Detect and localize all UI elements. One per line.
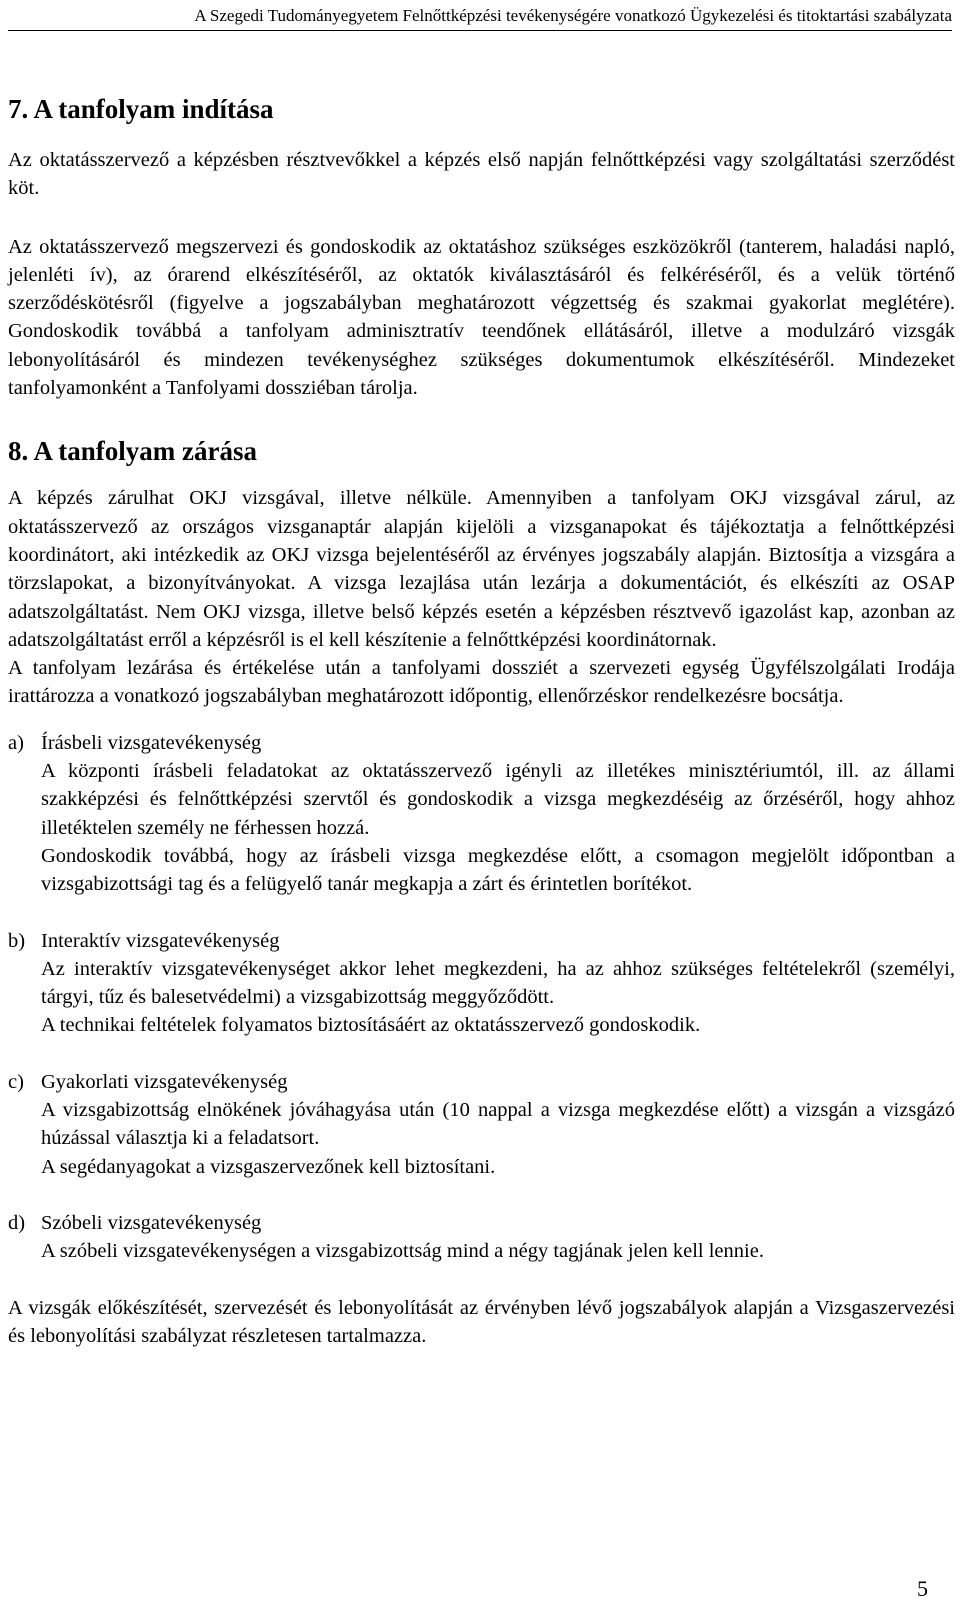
section-8-paragraph-1: A képzés zárulhat OKJ vizsgával, illetve nélküle. Amennyiben a tanfolyam OKJ vizsgával zárul, az oktatásszervező az országos vizsganaptár alapján kijelöli a vizsganapokat és tájékoztatja a felnőttképzési koordinátort, aki intézkedik az OKJ vizsga bejelentéséről az érvényes jogszabály alapján. Biztosítja a vizsgára a törzslapokat, a bizonyítványokat. A vizsga lezajlása után lezárja a dokumentációt, és elkészíti az OSAP adatszolgáltatást. Nem OKJ vizsga, illetve belső képzés esetén a képzésben résztvevő igazolást kap, azonban az adatszolgáltatást erről a képzésről is el kell készítenie a felnőttképzési koordinátornak. — [8, 487, 955, 651]
list-item-letter: a) — [8, 731, 24, 754]
list-item-practical-exam — [8, 1068, 955, 1181]
page-number: 5 — [917, 1576, 928, 1601]
list-item-title: Gyakorlati vizsgatevékenység — [41, 1070, 288, 1093]
section-7-heading: 7. A tanfolyam indítása — [8, 94, 274, 124]
list-item-paragraph: A központi írásbeli feladatokat az oktatásszervező igényli az illetékes minisztériumtól, ill. az állami szakképzési és felnőttképzési szervtől és gondoskodik a vizsga megkezdéséig az őrzéséről, hogy ahhoz illetéktelen személy ne férhessen hozzá. — [41, 760, 955, 839]
list-item-title: Írásbeli vizsgatevékenység — [41, 731, 262, 754]
list-item-letter: d) — [8, 1211, 26, 1234]
section-7-paragraph-1: Az oktatásszervező a képzésben résztvevőkkel a képzés első napján felnőttképzési vagy szolgáltatási szerződést köt. — [8, 149, 955, 200]
section-8-heading: 8. A tanfolyam zárása — [8, 436, 257, 467]
closing-paragraph: A vizsgák előkészítését, szervezését és lebonyolítását az érvényben lévő jogszabályok alapján a Vizsgaszervezési és lebonyolítási szabályzat részletesen tartalmazza. — [8, 1296, 955, 1347]
list-item-letter: b) — [8, 929, 26, 952]
section-8-paragraph-2: A tanfolyam lezárása és értékelése után a tanfolyami dossziét a szervezeti egység Ügyfélszolgálati Irodája irattározza a vonatkozó jogszabályban meghatározott időpontig, ellenőrzéskor rendelkezésre bocsátja. — [8, 657, 955, 708]
list-item-paragraph: A szóbeli vizsgatevékenységen a vizsgabizottság mind a négy tagjának jelen kell lennie. — [41, 1240, 764, 1263]
page-content — [8, 92, 955, 1350]
section-7-paragraph-2: Az oktatásszervező megszervezi és gondoskodik az oktatáshoz szükséges eszközökről (tanterem, haladási napló, jelenléti ív), az órarend elkészítéséről, az oktatók kiválasztásáról és felkéréséről, és a velük történő szerződéskötésről (figyelve a jogszabályban meghatározott végzettség és szakmai gyakorlat meglétére). Gondoskodik továbbá a tanfolyam adminisztratív teendőnek ellátásáról, illetve a modulzáró vizsgák lebonyolításáról és mindezen tevékenységhez szükséges dokumentumok elkészítéséről. Mindezeket tanfolyamonként a Tanfolyami dossziéban tárolja. — [8, 235, 955, 400]
list-item-written-exam — [8, 729, 955, 899]
list-item-paragraph: Az interaktív vizsgatevékenységet akkor lehet megkezdeni, ha az ahhoz szükséges feltételekről (személyi, tárgyi, tűz és balesetvédelmi) a vizsgabizottság meggyőződött. — [41, 957, 955, 1009]
list-item-paragraph: Gondoskodik továbbá, hogy az írásbeli vizsga megkezdése előtt, a csomagon megjelölt időpontban a vizsgabizottsági tag és a felügyelő tanár megkapja a zárt és érintetlen borítékot. — [41, 844, 955, 896]
list-item-oral-exam — [8, 1209, 955, 1266]
list-item-title: Interaktív vizsgatevékenység — [41, 929, 280, 952]
exam-activity-list — [8, 729, 955, 1266]
list-item-letter: c) — [8, 1070, 24, 1093]
list-item-title: Szóbeli vizsgatevékenység — [41, 1211, 262, 1234]
list-item-paragraph: A technikai feltételek folyamatos biztosításáért az oktatásszervező gondoskodik. — [41, 1014, 701, 1037]
running-header: A Szegedi Tudományegyetem Felnőttképzési tevékenységére vonatkozó Ügykezelési és titoktartási szabályzata — [8, 4, 952, 31]
list-item-paragraph: A vizsgabizottság elnökének jóváhagyása után (10 nappal a vizsga megkezdése előtt) a vizsgán a vizsgázó húzással választja ki a feladatsort. — [41, 1099, 955, 1150]
list-item-interactive-exam — [8, 927, 955, 1040]
list-item-paragraph: A segédanyagokat a vizsgaszervezőnek kell biztosítani. — [41, 1155, 496, 1178]
